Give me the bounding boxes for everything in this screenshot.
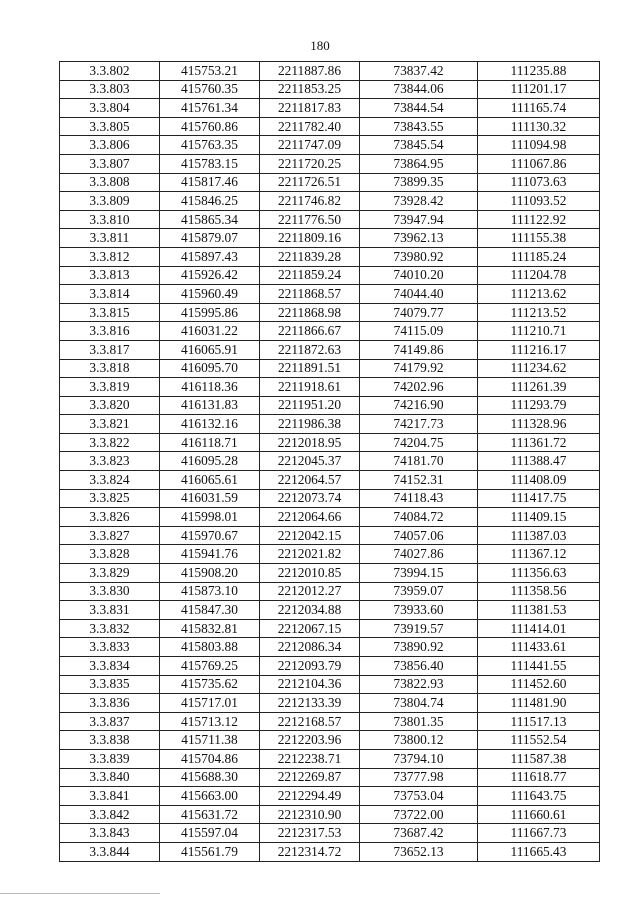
coord-y-cell: 2212104.36 xyxy=(260,675,360,694)
coord-y2-cell: 111093.52 xyxy=(478,192,600,211)
coord-x2-cell: 73800.12 xyxy=(360,731,478,750)
coord-x2-cell: 73864.95 xyxy=(360,154,478,173)
coord-y-cell: 2211776.50 xyxy=(260,210,360,229)
coord-x2-cell: 73844.54 xyxy=(360,99,478,118)
coord-y2-cell: 111122.92 xyxy=(478,210,600,229)
coord-x-cell: 415769.25 xyxy=(160,657,260,676)
coord-x2-cell: 74202.96 xyxy=(360,378,478,397)
coord-y2-cell: 111358.56 xyxy=(478,582,600,601)
coord-y-cell: 2211872.63 xyxy=(260,340,360,359)
coord-y-cell: 2212042.15 xyxy=(260,526,360,545)
coord-x2-cell: 74181.70 xyxy=(360,452,478,471)
coord-y-cell: 2211868.98 xyxy=(260,303,360,322)
point-id-cell: 3.3.812 xyxy=(60,247,160,266)
coord-x2-cell: 74179.92 xyxy=(360,359,478,378)
point-id-cell: 3.3.832 xyxy=(60,619,160,638)
coord-y2-cell: 111665.43 xyxy=(478,842,600,861)
coord-y2-cell: 111517.13 xyxy=(478,712,600,731)
coord-x-cell: 416065.91 xyxy=(160,340,260,359)
coord-y2-cell: 111441.55 xyxy=(478,657,600,676)
coord-y2-cell: 111367.12 xyxy=(478,545,600,564)
coord-x-cell: 416095.70 xyxy=(160,359,260,378)
coord-y-cell: 2212073.74 xyxy=(260,489,360,508)
table-row xyxy=(60,452,600,471)
table-row xyxy=(60,359,600,378)
coord-y2-cell: 111204.78 xyxy=(478,266,600,285)
table-row xyxy=(60,80,600,99)
table-row xyxy=(60,99,600,118)
coord-x2-cell: 73843.55 xyxy=(360,117,478,136)
coord-y2-cell: 111185.24 xyxy=(478,247,600,266)
coordinates-table-body xyxy=(60,62,600,862)
table-row xyxy=(60,545,600,564)
point-id-cell: 3.3.824 xyxy=(60,471,160,490)
point-id-cell: 3.3.817 xyxy=(60,340,160,359)
coord-x-cell: 415631.72 xyxy=(160,805,260,824)
coord-y2-cell: 111587.38 xyxy=(478,749,600,768)
table-row xyxy=(60,638,600,657)
coord-y-cell: 2212067.15 xyxy=(260,619,360,638)
coord-x2-cell: 74010.20 xyxy=(360,266,478,285)
coord-y-cell: 2212317.53 xyxy=(260,824,360,843)
coord-x2-cell: 74149.86 xyxy=(360,340,478,359)
coord-x-cell: 415847.30 xyxy=(160,601,260,620)
table-row xyxy=(60,154,600,173)
table-row xyxy=(60,247,600,266)
coord-x-cell: 415865.34 xyxy=(160,210,260,229)
table-row xyxy=(60,192,600,211)
point-id-cell: 3.3.804 xyxy=(60,99,160,118)
point-id-cell: 3.3.806 xyxy=(60,136,160,155)
coord-y2-cell: 111361.72 xyxy=(478,433,600,452)
coord-y2-cell: 111433.61 xyxy=(478,638,600,657)
coord-y2-cell: 111417.75 xyxy=(478,489,600,508)
coord-x-cell: 416118.36 xyxy=(160,378,260,397)
table-row xyxy=(60,619,600,638)
point-id-cell: 3.3.842 xyxy=(60,805,160,824)
coord-x-cell: 415597.04 xyxy=(160,824,260,843)
coord-x-cell: 415879.07 xyxy=(160,229,260,248)
coord-x2-cell: 73890.92 xyxy=(360,638,478,657)
coord-y-cell: 2211887.86 xyxy=(260,62,360,81)
coord-x-cell: 415897.43 xyxy=(160,247,260,266)
coord-y2-cell: 111234.62 xyxy=(478,359,600,378)
point-id-cell: 3.3.810 xyxy=(60,210,160,229)
table-row xyxy=(60,415,600,434)
coord-y2-cell: 111213.52 xyxy=(478,303,600,322)
table-row xyxy=(60,433,600,452)
coord-x-cell: 415832.81 xyxy=(160,619,260,638)
coord-x2-cell: 73994.15 xyxy=(360,564,478,583)
coord-x2-cell: 74027.86 xyxy=(360,545,478,564)
coord-x-cell: 415998.01 xyxy=(160,508,260,527)
coord-x2-cell: 74152.31 xyxy=(360,471,478,490)
point-id-cell: 3.3.837 xyxy=(60,712,160,731)
coord-x-cell: 415735.62 xyxy=(160,675,260,694)
table-row xyxy=(60,731,600,750)
coordinates-table xyxy=(59,61,600,862)
coord-x2-cell: 74044.40 xyxy=(360,285,478,304)
coord-x2-cell: 73804.74 xyxy=(360,694,478,713)
coord-y-cell: 2212010.85 xyxy=(260,564,360,583)
point-id-cell: 3.3.830 xyxy=(60,582,160,601)
point-id-cell: 3.3.825 xyxy=(60,489,160,508)
table-row xyxy=(60,657,600,676)
coord-x-cell: 416031.22 xyxy=(160,322,260,341)
coord-y2-cell: 111130.32 xyxy=(478,117,600,136)
table-row xyxy=(60,694,600,713)
coord-y-cell: 2211726.51 xyxy=(260,173,360,192)
coord-y-cell: 2212012.27 xyxy=(260,582,360,601)
point-id-cell: 3.3.828 xyxy=(60,545,160,564)
point-id-cell: 3.3.818 xyxy=(60,359,160,378)
coord-y-cell: 2212093.79 xyxy=(260,657,360,676)
coord-x2-cell: 74216.90 xyxy=(360,396,478,415)
point-id-cell: 3.3.834 xyxy=(60,657,160,676)
coord-y-cell: 2211809.16 xyxy=(260,229,360,248)
point-id-cell: 3.3.835 xyxy=(60,675,160,694)
coord-x2-cell: 73962.13 xyxy=(360,229,478,248)
page-number: 180 xyxy=(310,38,330,53)
coord-y-cell: 2212064.57 xyxy=(260,471,360,490)
coord-x-cell: 415970.67 xyxy=(160,526,260,545)
coord-x2-cell: 73899.35 xyxy=(360,173,478,192)
coord-x-cell: 415783.15 xyxy=(160,154,260,173)
point-id-cell: 3.3.809 xyxy=(60,192,160,211)
coord-x-cell: 415561.79 xyxy=(160,842,260,861)
coord-x-cell: 415817.46 xyxy=(160,173,260,192)
coord-y-cell: 2211782.40 xyxy=(260,117,360,136)
coord-y2-cell: 111165.74 xyxy=(478,99,600,118)
table-row xyxy=(60,303,600,322)
coord-x-cell: 415760.86 xyxy=(160,117,260,136)
table-row xyxy=(60,229,600,248)
coord-y-cell: 2211986.38 xyxy=(260,415,360,434)
coord-x-cell: 415960.49 xyxy=(160,285,260,304)
table-row xyxy=(60,489,600,508)
table-row xyxy=(60,601,600,620)
table-row xyxy=(60,768,600,787)
table-row xyxy=(60,675,600,694)
coord-x-cell: 416132.16 xyxy=(160,415,260,434)
coord-y2-cell: 111293.79 xyxy=(478,396,600,415)
table-row xyxy=(60,787,600,806)
coord-y-cell: 2211859.24 xyxy=(260,266,360,285)
point-id-cell: 3.3.819 xyxy=(60,378,160,397)
coord-y-cell: 2211720.25 xyxy=(260,154,360,173)
coord-y-cell: 2212064.66 xyxy=(260,508,360,527)
coord-x2-cell: 74057.06 xyxy=(360,526,478,545)
coord-x2-cell: 73837.42 xyxy=(360,62,478,81)
coord-y2-cell: 111414.01 xyxy=(478,619,600,638)
coord-y2-cell: 111261.39 xyxy=(478,378,600,397)
coord-y-cell: 2211853.25 xyxy=(260,80,360,99)
coord-y2-cell: 111216.17 xyxy=(478,340,600,359)
point-id-cell: 3.3.814 xyxy=(60,285,160,304)
coord-x2-cell: 74084.72 xyxy=(360,508,478,527)
coord-y-cell: 2211817.83 xyxy=(260,99,360,118)
point-id-cell: 3.3.838 xyxy=(60,731,160,750)
coord-x2-cell: 73928.42 xyxy=(360,192,478,211)
coord-x2-cell: 73947.94 xyxy=(360,210,478,229)
point-id-cell: 3.3.833 xyxy=(60,638,160,657)
table-row xyxy=(60,117,600,136)
coord-x-cell: 415803.88 xyxy=(160,638,260,657)
point-id-cell: 3.3.839 xyxy=(60,749,160,768)
coord-x-cell: 415688.30 xyxy=(160,768,260,787)
table-row xyxy=(60,378,600,397)
coord-y-cell: 2212045.37 xyxy=(260,452,360,471)
coord-x-cell: 416118.71 xyxy=(160,433,260,452)
coord-x2-cell: 73919.57 xyxy=(360,619,478,638)
coord-y2-cell: 111210.71 xyxy=(478,322,600,341)
table-row xyxy=(60,285,600,304)
coord-y-cell: 2211839.28 xyxy=(260,247,360,266)
table-row xyxy=(60,842,600,861)
coord-x-cell: 415704.86 xyxy=(160,749,260,768)
coord-y-cell: 2211746.82 xyxy=(260,192,360,211)
coord-y-cell: 2211747.09 xyxy=(260,136,360,155)
table-row xyxy=(60,266,600,285)
coord-x-cell: 415663.00 xyxy=(160,787,260,806)
point-id-cell: 3.3.829 xyxy=(60,564,160,583)
coord-y2-cell: 111235.88 xyxy=(478,62,600,81)
coord-x-cell: 415760.35 xyxy=(160,80,260,99)
coord-y2-cell: 111409.15 xyxy=(478,508,600,527)
point-id-cell: 3.3.826 xyxy=(60,508,160,527)
coord-y2-cell: 111381.53 xyxy=(478,601,600,620)
point-id-cell: 3.3.840 xyxy=(60,768,160,787)
coord-x-cell: 415846.25 xyxy=(160,192,260,211)
table-row xyxy=(60,62,600,81)
coord-x2-cell: 73844.06 xyxy=(360,80,478,99)
coord-y2-cell: 111667.73 xyxy=(478,824,600,843)
table-row xyxy=(60,824,600,843)
point-id-cell: 3.3.815 xyxy=(60,303,160,322)
point-id-cell: 3.3.821 xyxy=(60,415,160,434)
coord-y2-cell: 111452.60 xyxy=(478,675,600,694)
coord-x2-cell: 73652.13 xyxy=(360,842,478,861)
table-row xyxy=(60,322,600,341)
coord-y-cell: 2212294.49 xyxy=(260,787,360,806)
table-row xyxy=(60,340,600,359)
coord-x2-cell: 73856.40 xyxy=(360,657,478,676)
coord-y-cell: 2212133.39 xyxy=(260,694,360,713)
coord-y-cell: 2212310.90 xyxy=(260,805,360,824)
point-id-cell: 3.3.841 xyxy=(60,787,160,806)
coord-y2-cell: 111388.47 xyxy=(478,452,600,471)
coord-x-cell: 415941.76 xyxy=(160,545,260,564)
coord-x-cell: 416031.59 xyxy=(160,489,260,508)
table-row xyxy=(60,564,600,583)
coord-y2-cell: 111073.63 xyxy=(478,173,600,192)
coord-y2-cell: 111356.63 xyxy=(478,564,600,583)
table-row xyxy=(60,712,600,731)
point-id-cell: 3.3.820 xyxy=(60,396,160,415)
coord-y2-cell: 111094.98 xyxy=(478,136,600,155)
coord-y2-cell: 111328.96 xyxy=(478,415,600,434)
coord-y2-cell: 111201.17 xyxy=(478,80,600,99)
coord-x-cell: 415717.01 xyxy=(160,694,260,713)
coord-x-cell: 415713.12 xyxy=(160,712,260,731)
coord-x-cell: 415873.10 xyxy=(160,582,260,601)
table-row xyxy=(60,805,600,824)
point-id-cell: 3.3.827 xyxy=(60,526,160,545)
point-id-cell: 3.3.843 xyxy=(60,824,160,843)
point-id-cell: 3.3.822 xyxy=(60,433,160,452)
coord-y-cell: 2211866.67 xyxy=(260,322,360,341)
coord-x2-cell: 73777.98 xyxy=(360,768,478,787)
coord-x2-cell: 73980.92 xyxy=(360,247,478,266)
table-row xyxy=(60,749,600,768)
coord-x2-cell: 73845.54 xyxy=(360,136,478,155)
coord-x-cell: 416131.83 xyxy=(160,396,260,415)
point-id-cell: 3.3.811 xyxy=(60,229,160,248)
coord-x2-cell: 73722.00 xyxy=(360,805,478,824)
coord-y2-cell: 111213.62 xyxy=(478,285,600,304)
coord-y-cell: 2212018.95 xyxy=(260,433,360,452)
table-row xyxy=(60,210,600,229)
point-id-cell: 3.3.844 xyxy=(60,842,160,861)
point-id-cell: 3.3.831 xyxy=(60,601,160,620)
coord-y-cell: 2212021.82 xyxy=(260,545,360,564)
coord-x2-cell: 73753.04 xyxy=(360,787,478,806)
coord-x2-cell: 73687.42 xyxy=(360,824,478,843)
point-id-cell: 3.3.802 xyxy=(60,62,160,81)
coord-y2-cell: 111387.03 xyxy=(478,526,600,545)
coord-y2-cell: 111618.77 xyxy=(478,768,600,787)
point-id-cell: 3.3.803 xyxy=(60,80,160,99)
coord-x-cell: 416065.61 xyxy=(160,471,260,490)
coord-y-cell: 2211891.51 xyxy=(260,359,360,378)
coord-y-cell: 2212086.34 xyxy=(260,638,360,657)
coord-y-cell: 2212203.96 xyxy=(260,731,360,750)
table-row xyxy=(60,173,600,192)
coord-y2-cell: 111067.86 xyxy=(478,154,600,173)
coord-x2-cell: 74217.73 xyxy=(360,415,478,434)
coord-x2-cell: 73959.07 xyxy=(360,582,478,601)
coord-x-cell: 415926.42 xyxy=(160,266,260,285)
coord-x-cell: 415908.20 xyxy=(160,564,260,583)
coord-x-cell: 415761.34 xyxy=(160,99,260,118)
table-row xyxy=(60,136,600,155)
coord-x-cell: 415763.35 xyxy=(160,136,260,155)
coord-x2-cell: 74115.09 xyxy=(360,322,478,341)
coord-y-cell: 2211918.61 xyxy=(260,378,360,397)
coord-y2-cell: 111155.38 xyxy=(478,229,600,248)
point-id-cell: 3.3.808 xyxy=(60,173,160,192)
point-id-cell: 3.3.805 xyxy=(60,117,160,136)
footer-rule xyxy=(0,893,160,894)
coord-y2-cell: 111552.54 xyxy=(478,731,600,750)
table-row xyxy=(60,508,600,527)
coord-y-cell: 2212314.72 xyxy=(260,842,360,861)
coord-y2-cell: 111408.09 xyxy=(478,471,600,490)
coord-x-cell: 416095.28 xyxy=(160,452,260,471)
point-id-cell: 3.3.836 xyxy=(60,694,160,713)
coord-x-cell: 415995.86 xyxy=(160,303,260,322)
coord-x2-cell: 73794.10 xyxy=(360,749,478,768)
table-row xyxy=(60,396,600,415)
coord-x2-cell: 74204.75 xyxy=(360,433,478,452)
coord-y-cell: 2211868.57 xyxy=(260,285,360,304)
point-id-cell: 3.3.813 xyxy=(60,266,160,285)
table-row xyxy=(60,471,600,490)
coord-x2-cell: 74079.77 xyxy=(360,303,478,322)
coord-y-cell: 2212238.71 xyxy=(260,749,360,768)
coord-x2-cell: 74118.43 xyxy=(360,489,478,508)
table-row xyxy=(60,526,600,545)
point-id-cell: 3.3.807 xyxy=(60,154,160,173)
coord-y-cell: 2211951.20 xyxy=(260,396,360,415)
coord-x2-cell: 73801.35 xyxy=(360,712,478,731)
coord-x-cell: 415753.21 xyxy=(160,62,260,81)
coord-y-cell: 2212034.88 xyxy=(260,601,360,620)
coord-x2-cell: 73933.60 xyxy=(360,601,478,620)
table-row xyxy=(60,582,600,601)
point-id-cell: 3.3.816 xyxy=(60,322,160,341)
coord-y-cell: 2212269.87 xyxy=(260,768,360,787)
coord-y2-cell: 111643.75 xyxy=(478,787,600,806)
coord-y-cell: 2212168.57 xyxy=(260,712,360,731)
coord-x-cell: 415711.38 xyxy=(160,731,260,750)
coord-y2-cell: 111481.90 xyxy=(478,694,600,713)
point-id-cell: 3.3.823 xyxy=(60,452,160,471)
coord-x2-cell: 73822.93 xyxy=(360,675,478,694)
coord-y2-cell: 111660.61 xyxy=(478,805,600,824)
